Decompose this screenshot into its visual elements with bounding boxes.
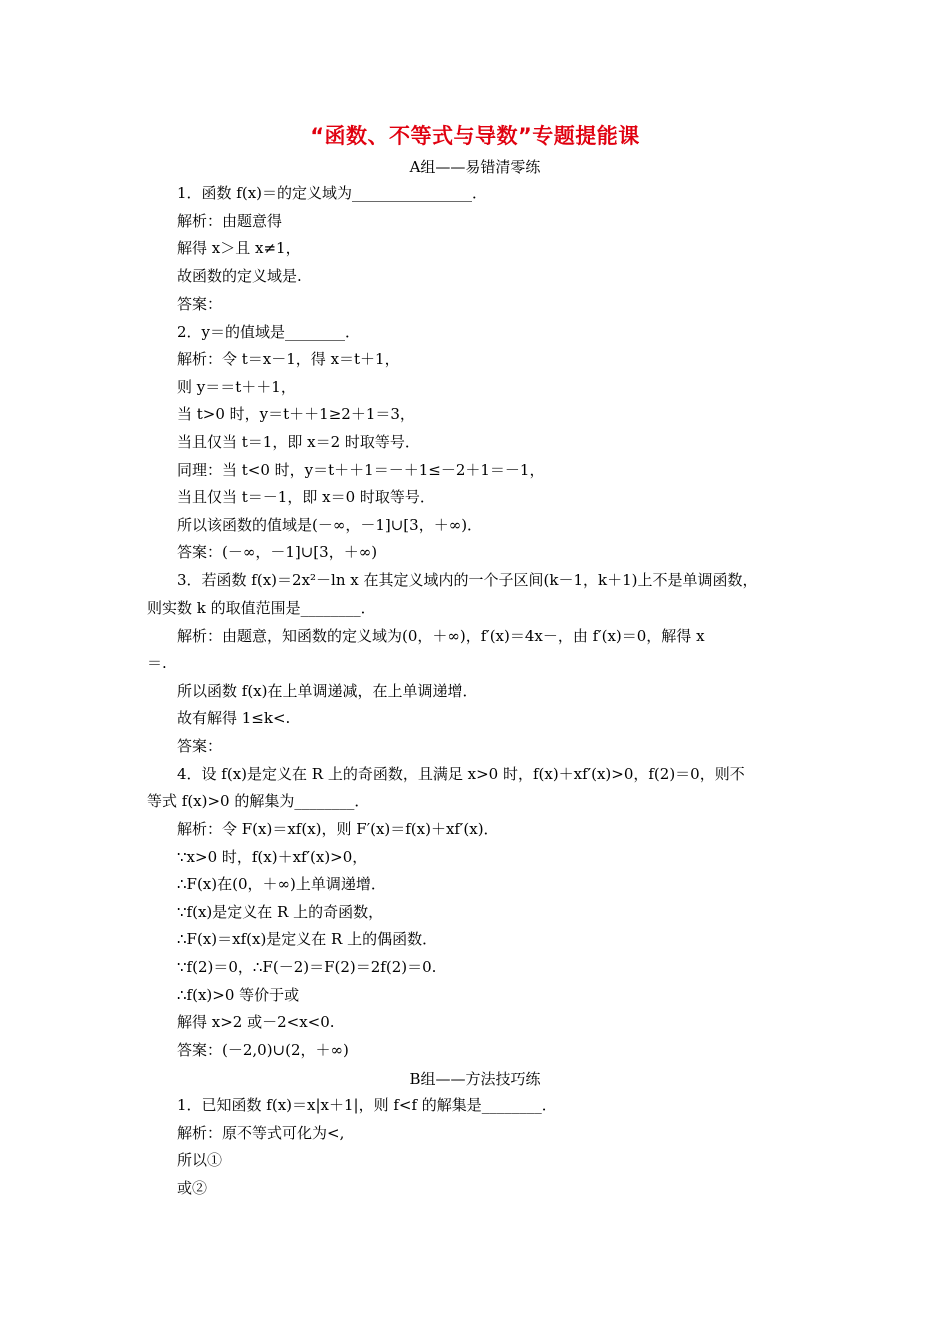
problem-line: 解析：原不等式可化为<,	[177, 1124, 345, 1142]
problem-line: 解得 x>2 或－2<x<0.	[177, 1013, 335, 1031]
problem-line: 则 y＝＝t＋＋1，	[177, 378, 296, 396]
problem-line: 当且仅当 t＝－1，即 x＝0 时取等号．	[177, 488, 435, 506]
problem-line: 3．若函数 f(x)＝2x²－ln x 在其定义域内的一个子区间(k－1，k＋1)上不是单调函数，	[177, 571, 758, 589]
problem-line: 解析：由题意得	[177, 212, 283, 230]
problem-line: 故有解得 1≤k<.	[177, 709, 291, 727]
problem-line: 故函数的定义域是.	[177, 267, 302, 285]
problem-line: 同理：当 t<0 时，y＝t＋＋1＝－＋1≤－2＋1＝－1，	[177, 461, 545, 479]
problem-line: ∴F(x)在(0，＋∞)上单调递增．	[177, 875, 386, 893]
problem-line: 1．已知函数 f(x)＝x|x＋1|，则 f<f 的解集是________．	[177, 1096, 557, 1114]
problem-line: 答案：(－2,0)∪(2，＋∞)	[177, 1041, 349, 1059]
problem-line: 答案：(－∞，－1]∪[3，＋∞)	[177, 543, 378, 561]
problem-line: 解得 x＞且 x≠1，	[177, 239, 301, 257]
problem-line: 解析：由题意，知函数的定义域为(0，＋∞)，f′(x)＝4x－，由 f′(x)＝0，解得 x	[177, 627, 705, 645]
problem-line: ∴f(x)>0 等价于或	[177, 986, 300, 1004]
problem-line: ＝.	[147, 654, 167, 672]
section-a-heading: A组——易错清零练	[409, 158, 541, 176]
document-title: “函数、不等式与导数”专题提能课	[310, 124, 640, 148]
problem-line: ∵x>0 时，f(x)＋xf′(x)>0，	[177, 848, 368, 866]
problem-line: 当且仅当 t＝1，即 x＝2 时取等号．	[177, 433, 420, 451]
problem-line: 2．y＝的值域是________．	[177, 323, 361, 341]
problem-line: 所以函数 f(x)在上单调递减，在上单调递增．	[177, 682, 478, 700]
problem-line: ∵f(2)＝0，∴F(－2)＝F(2)＝2f(2)＝0.	[177, 958, 437, 976]
problem-line: 当 t>0 时，y＝t＋＋1≥2＋1＝3，	[177, 405, 415, 423]
problem-line: 等式 f(x)>0 的解集为________．	[147, 792, 370, 810]
problem-line: 答案：	[177, 295, 223, 313]
problem-line: ∵f(x)是定义在 R 上的奇函数，	[177, 903, 384, 921]
problem-line: 解析：令 t＝x－1，得 x＝t＋1，	[177, 350, 400, 368]
problem-line: 答案：	[177, 737, 223, 755]
problem-line: 或②	[177, 1179, 208, 1197]
problem-line: 4．设 f(x)是定义在 R 上的奇函数，且满足 x>0 时，f(x)＋xf′(x)>0，f(2)＝0，则不	[177, 765, 745, 783]
problem-line: 则实数 k 的取值范围是________．	[147, 599, 376, 617]
problem-line: 1．函数 f(x)＝的定义域为________________．	[177, 184, 488, 202]
problem-line: 所以①	[177, 1151, 223, 1169]
problem-line: ∴F(x)＝xf(x)是定义在 R 上的偶函数．	[177, 930, 438, 948]
section-b-heading: B组——方法技巧练	[409, 1070, 541, 1088]
problem-line: 解析：令 F(x)＝xf(x)，则 F′(x)＝f(x)＋xf′(x)．	[177, 820, 499, 838]
problem-line: 所以该函数的值域是(－∞，－1]∪[3，＋∞)．	[177, 516, 483, 534]
